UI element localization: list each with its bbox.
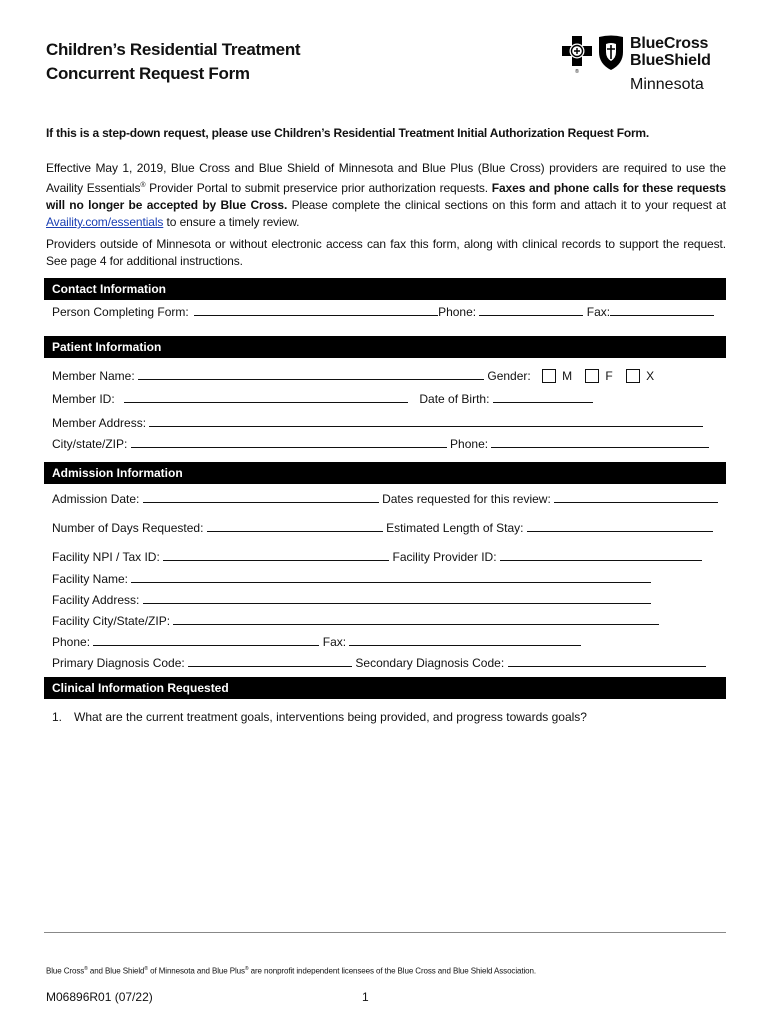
intro-text-3: Please complete the clinical sections on this form and attach it to your request at <box>287 198 726 212</box>
member-name-row <box>52 368 654 384</box>
intro-text-2: Provider Portal to submit preservice prior authorization requests. <box>145 181 492 195</box>
bcbs-logo <box>560 34 730 98</box>
primary-dx-label: Primary Diagnosis Code: <box>52 656 185 670</box>
logo-region: Minnesota <box>630 76 704 93</box>
patient-section-header: Patient Information <box>44 336 726 358</box>
shield-icon <box>596 34 626 72</box>
facility-fax-label: Fax: <box>322 635 347 649</box>
person-completing-field[interactable] <box>194 304 438 316</box>
contact-phone-label: Phone: <box>438 305 477 319</box>
facility-provider-id-label: Facility Provider ID: <box>392 550 497 564</box>
footer-divider <box>44 932 726 933</box>
availity-link[interactable]: Availity.com/essentials <box>46 215 164 229</box>
member-address-row <box>52 415 703 431</box>
member-id-label: Member ID: <box>52 392 115 406</box>
clinical-section-header: Clinical Information Requested <box>44 677 726 699</box>
contact-row <box>52 304 714 320</box>
member-address-label: Member Address: <box>52 416 147 430</box>
member-city-label: City/state/ZIP: <box>52 437 128 451</box>
facility-npi-field[interactable] <box>163 549 389 561</box>
member-city-field[interactable] <box>131 436 447 448</box>
logo-bluecross: BlueCross <box>630 35 709 52</box>
days-requested-label: Number of Days Requested: <box>52 521 204 535</box>
dates-requested-label: Dates requested for this review: <box>382 492 551 506</box>
diagnosis-row <box>52 655 706 671</box>
gender-label: Gender: <box>487 369 531 383</box>
secondary-dx-field[interactable] <box>508 655 706 667</box>
member-name-label: Member Name: <box>52 369 135 383</box>
page-number: 1 <box>362 990 369 1004</box>
facility-npi-row <box>52 549 702 565</box>
registered-mark: ® <box>140 182 146 189</box>
gender-f-label: F <box>605 369 613 383</box>
facility-address-label: Facility Address: <box>52 593 140 607</box>
member-address-field[interactable] <box>149 415 703 427</box>
logo-blueshield: BlueShield <box>630 52 711 69</box>
contact-section-header: Contact Information <box>44 278 726 300</box>
admission-date-label: Admission Date: <box>52 492 140 506</box>
intro-paragraph-2: Providers outside of Minnesota or without electronic access can fax this form, along with clinical records to support the request. See page 4 for additional instructions. <box>46 237 726 268</box>
contact-fax-label: Fax: <box>586 305 611 319</box>
fn-text-3: of Minnesota and Blue Plus <box>148 966 245 976</box>
facility-fax-field[interactable] <box>349 634 581 646</box>
facility-name-label: Facility Name: <box>52 572 129 586</box>
days-requested-field[interactable] <box>207 520 383 532</box>
gender-x-label: X <box>646 369 655 383</box>
fn-reg-1: ® <box>84 966 88 972</box>
primary-dx-field[interactable] <box>188 655 352 667</box>
gender-m-label: M <box>562 369 573 383</box>
gender-x-checkbox[interactable] <box>626 369 640 383</box>
intro-paragraph-1 <box>46 160 726 231</box>
question-text: What are the current treatment goals, interventions being provided, and progress towards goals? <box>74 710 587 724</box>
facility-name-row <box>52 571 651 587</box>
facility-phone-field[interactable] <box>93 634 319 646</box>
facility-city-row <box>52 613 659 629</box>
svg-text:®: ® <box>575 69 579 74</box>
admission-date-field[interactable] <box>143 491 379 503</box>
clinical-question-1 <box>52 710 587 724</box>
dob-label: Date of Birth: <box>419 392 490 406</box>
title-line-1: Children’s Residential Treatment <box>46 40 301 59</box>
patient-phone-label: Phone: <box>450 437 489 451</box>
form-id: M06896R01 (07/22) <box>46 990 153 1004</box>
member-city-row <box>52 436 709 452</box>
cross-icon <box>560 34 594 74</box>
facility-name-field[interactable] <box>131 571 651 583</box>
days-requested-row <box>52 520 713 536</box>
facility-provider-id-field[interactable] <box>500 549 702 561</box>
member-name-field[interactable] <box>138 368 484 380</box>
admission-date-row <box>52 491 718 507</box>
facility-phone-label: Phone: <box>52 635 91 649</box>
gender-m-checkbox[interactable] <box>542 369 556 383</box>
question-number: 1. <box>52 710 63 724</box>
title-line-2: Concurrent Request Form <box>46 64 250 83</box>
facility-npi-label: Facility NPI / Tax ID: <box>52 550 160 564</box>
patient-phone-field[interactable] <box>491 436 709 448</box>
stepdown-note: If this is a step-down request, please use Children’s Residential Treatment Initial Authorization Request Form. <box>46 126 650 140</box>
page-title <box>46 38 300 86</box>
intro-text-4: to ensure a timely review. <box>163 215 300 229</box>
fn-text-4: are nonprofit independent licensees of the Blue Cross and Blue Shield Association. <box>248 966 536 976</box>
intro-bold-notice: Faxes and phone calls for these requests will no longer be accepted by Blue Cross. <box>46 181 726 212</box>
facility-city-label: Facility City/State/ZIP: <box>52 614 171 628</box>
admission-section-header: Admission Information <box>44 462 726 484</box>
est-length-field[interactable] <box>527 520 713 532</box>
fn-reg-2: ® <box>144 966 148 972</box>
est-length-label: Estimated Length of Stay: <box>386 521 524 535</box>
facility-city-field[interactable] <box>173 613 659 625</box>
contact-fax-field[interactable] <box>610 304 714 316</box>
fn-text-2: and Blue Shield <box>87 966 145 976</box>
footer-disclaimer <box>46 966 536 976</box>
member-id-row <box>52 391 593 407</box>
fn-text-1: Blue Cross <box>46 966 85 976</box>
dates-requested-field[interactable] <box>554 491 718 503</box>
gender-f-checkbox[interactable] <box>585 369 599 383</box>
contact-phone-field[interactable] <box>479 304 583 316</box>
facility-phone-row <box>52 634 581 650</box>
fn-reg-3: ® <box>244 966 249 972</box>
intro-text-1: Effective May 1, 2019, Blue Cross and Blue Shield of Minnesota and Blue Plus (Blue Cross) providers are required to use the Availity Essentials <box>46 161 726 195</box>
member-id-field[interactable] <box>124 391 408 403</box>
person-completing-label: Person Completing Form: <box>52 305 189 319</box>
secondary-dx-label: Secondary Diagnosis Code: <box>355 656 505 670</box>
facility-address-row <box>52 592 651 608</box>
dob-field[interactable] <box>493 391 593 403</box>
facility-address-field[interactable] <box>143 592 651 604</box>
